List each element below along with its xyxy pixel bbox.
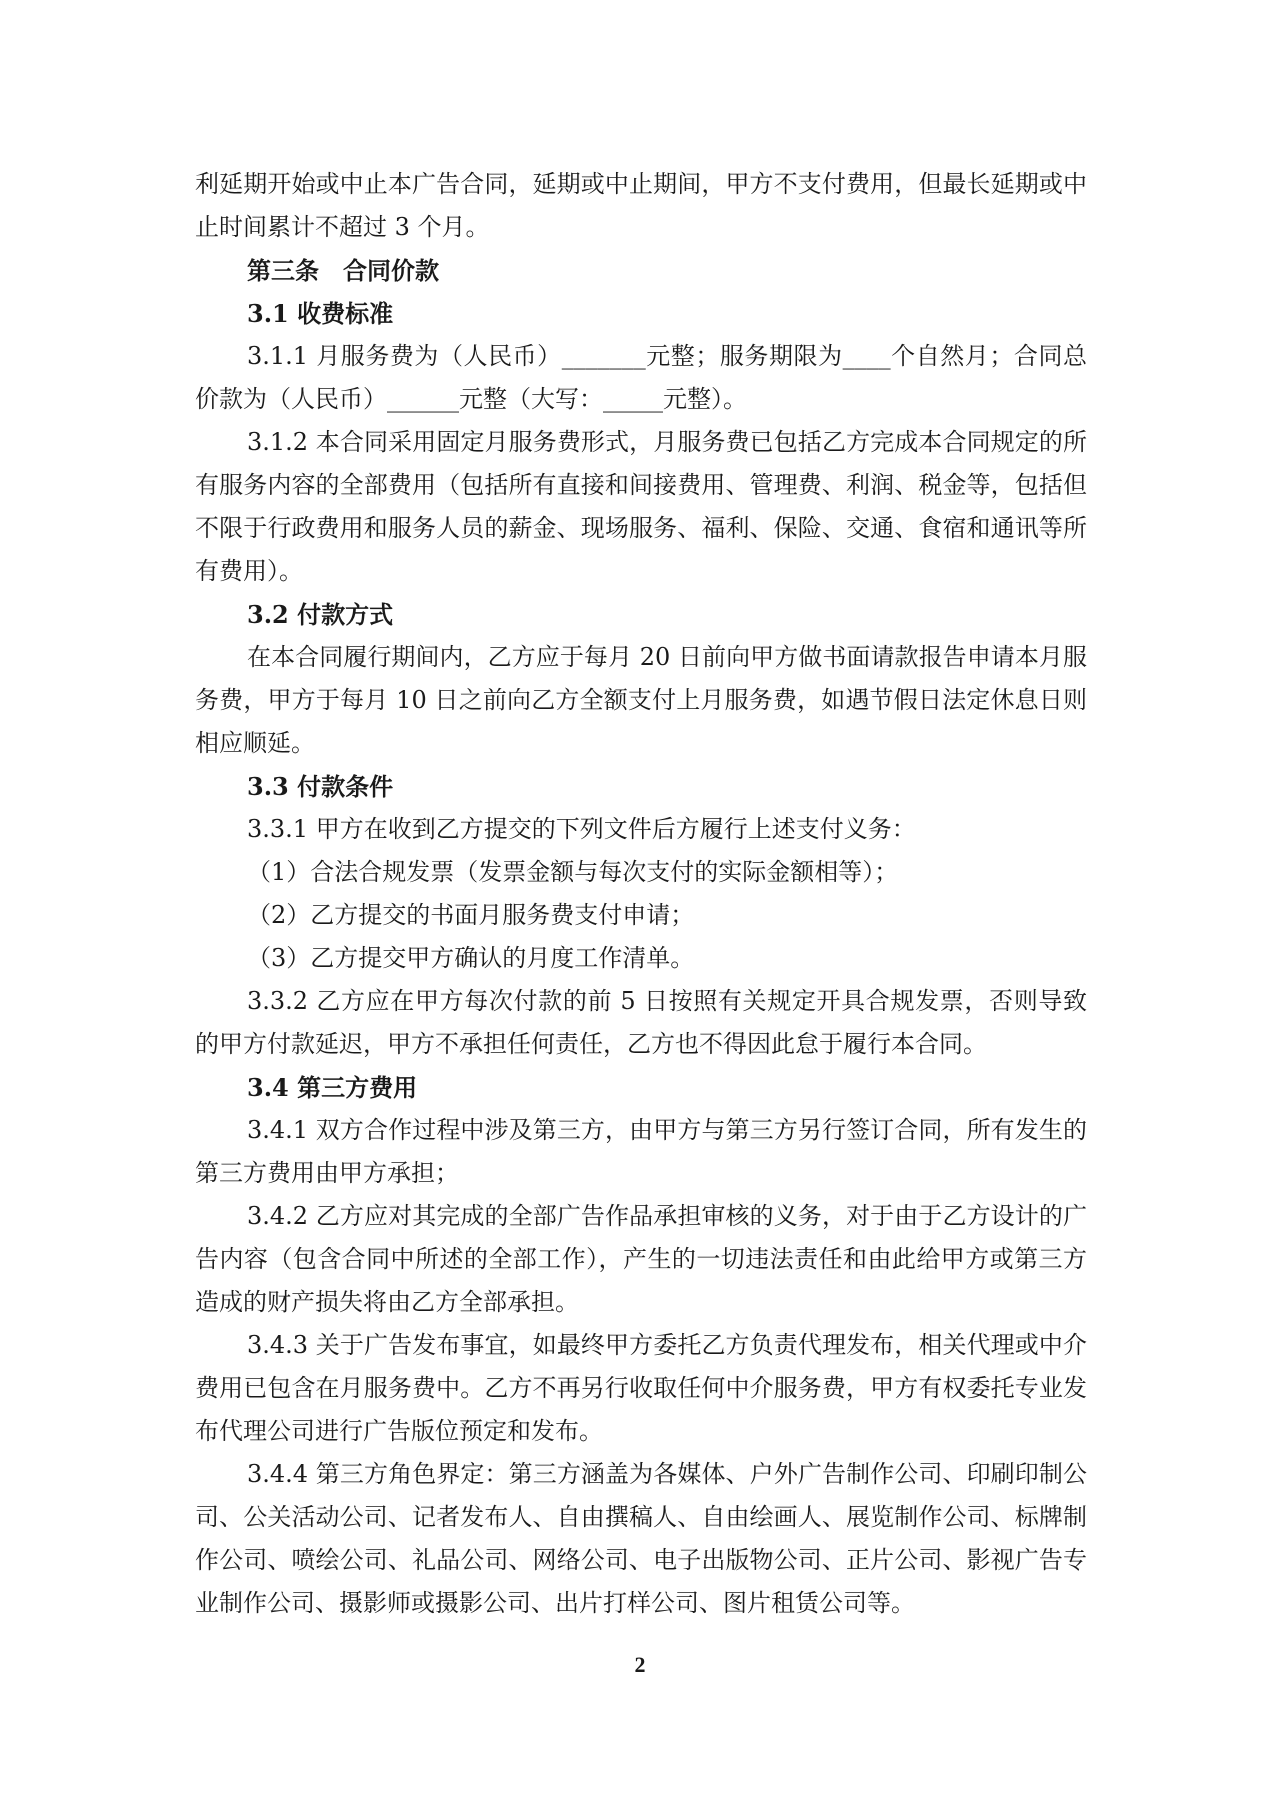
list-item-1: （1）合法合规发票（发票金额与每次支付的实际金额相等）； [247, 858, 899, 886]
section-heading-3-3: 3.3 付款条件 [247, 772, 394, 801]
paragraph-continuation: 利延期开始或中止本广告合同，延期或中止期间，甲方不支付费用，但最长延期或中止时间累计不超过 3 个月。 [195, 170, 1087, 241]
list-item-2: （2）乙方提交的书面月服务费支付申请； [247, 901, 695, 929]
clause-3-4-4: 3.4.4 第三方角色界定：第三方涵盖为各媒体、户外广告制作公司、印刷印制公司、公关活动公司、记者发布人、自由撰稿人、自由绘画人、展览制作公司、标牌制作公司、喷绘公司、礼品公司、网络公司、电子出版物公司、正片公司、影视广告专业制作公司、摄影师或摄影公司、出片打样公司、图片租赁公司等。 [195, 1460, 1087, 1617]
clause-3-1-2: 3.1.2 本合同采用固定月服务费形式，月服务费已包括乙方完成本合同规定的所有服务内容的全部费用（包括所有直接和间接费用、管理费、利润、税金等，包括但不限于行政费用和服务人员的薪金、现场服务、福利、保险、交通、食宿和通讯等所有费用）。 [195, 428, 1087, 585]
page-number: 2 [634, 1652, 646, 1677]
section-heading-3-1: 3.1 收费标准 [247, 299, 394, 328]
clause-3-3-1: 3.3.1 甲方在收到乙方提交的下列文件后方履行上述支付义务： [247, 815, 916, 843]
document-body [195, 163, 1087, 1625]
clause-3-1-1: 3.1.1 月服务费为（人民币）_______元整；服务期限为____个自然月；合同总价款为（人民币）______元整（大写：_____元整）。 [195, 342, 1087, 413]
section-heading-3-2: 3.2 付款方式 [247, 600, 394, 629]
clause-3-4-1: 3.4.1 双方合作过程中涉及第三方，由甲方与第三方另行签订合同，所有发生的第三方费用由甲方承担； [195, 1116, 1087, 1187]
section-heading-3-4: 3.4 第三方费用 [247, 1073, 418, 1102]
clause-3-4-3: 3.4.3 关于广告发布事宜，如最终甲方委托乙方负责代理发布，相关代理或中介费用已包含在月服务费中。乙方不再另行收取任何中介服务费，甲方有权委托专业发布代理公司进行广告版位预定和发布。 [195, 1331, 1087, 1445]
list-item-3: （3）乙方提交甲方确认的月度工作清单。 [247, 944, 695, 972]
clause-3-3-2: 3.3.2 乙方应在甲方每次付款的前 5 日按照有关规定开具合规发票，否则导致的甲方付款延迟，甲方不承担任何责任，乙方也不得因此怠于履行本合同。 [195, 987, 1087, 1058]
clause-3-4-2: 3.4.2 乙方应对其完成的全部广告作品承担审核的义务，对于由于乙方设计的广告内容（包含合同中所述的全部工作），产生的一切违法责任和由此给甲方或第三方造成的财产损失将由乙方全部承担。 [195, 1202, 1087, 1316]
paragraph-payment-method: 在本合同履行期间内，乙方应于每月 20 日前向甲方做书面请款报告申请本月服务费，甲方于每月 10 日之前向乙方全额支付上月服务费，如遇节假日法定休息日则相应顺延。 [195, 643, 1087, 757]
article-heading: 第三条 合同价款 [247, 256, 439, 285]
